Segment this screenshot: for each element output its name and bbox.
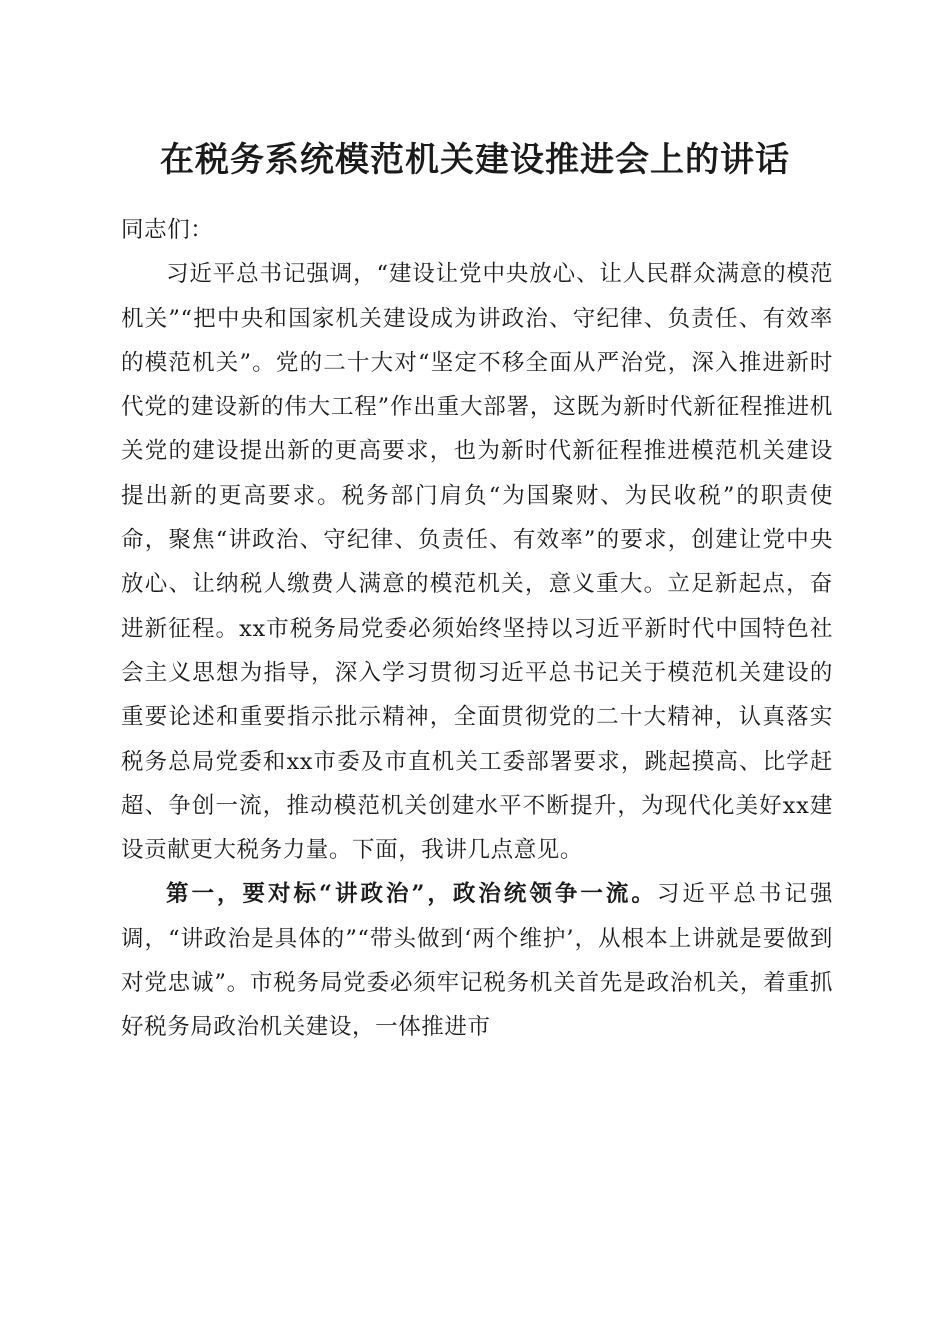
salutation: 同志们： [121,217,214,243]
paragraph-2-body: 习近平总书记强调，“讲政治是具体的”“带头做到‘两个维护’，从根本上讲就是要做到对党忠诚”。市税务局党委必须牢记税务机关首先是政治机关，着重抓好税务局政治机关建设，一体推进市 [121,881,833,1041]
paragraph-2 [121,872,833,1049]
paragraph-1: 习近平总书记强调，“建设让党中央放心、让人民群众满意的模范机关”“把中央和国家机关建设成为讲政治、守纪律、负责任、有效率的模范机关”。党的二十大对“坚定不移全面从严治党，深入推进新时代党的建设新的伟大工程”作出重大部署，这既为新时代新征程推进机关党的建设提出新的更高要求，也为新时代新征程推进模范机关建设提出新的更高要求。税务部门肩负“为国聚财、为民收税”的职责使命，聚焦“讲政治、守纪律、负责任、有效率”的要求，创建让党中央放心、让纳税人缴费人满意的模范机关，意义重大。立足新起点，奋进新征程。xx市税务局党委必须始终坚持以习近平新时代中国特色社会主义思想为指导，深入学习贯彻习近平总书记关于模范机关建设的重要论述和重要指示批示精神，全面贯彻党的二十大精神，认真落实税务总局党委和xx市委及市直机关工委部署要求，跳起摸高、比学赶超、争创一流，推动模范机关创建水平不断提升，为现代化美好xx建设贡献更大税务力量。下面，我讲几点意见。 [121,261,833,864]
paragraph-2-lead: 第一，要对标“讲政治”，政治统领争一流。 [166,881,657,908]
document-body [121,208,833,1050]
document-title: 在税务系统模范机关建设推进会上的讲话 [160,140,790,180]
